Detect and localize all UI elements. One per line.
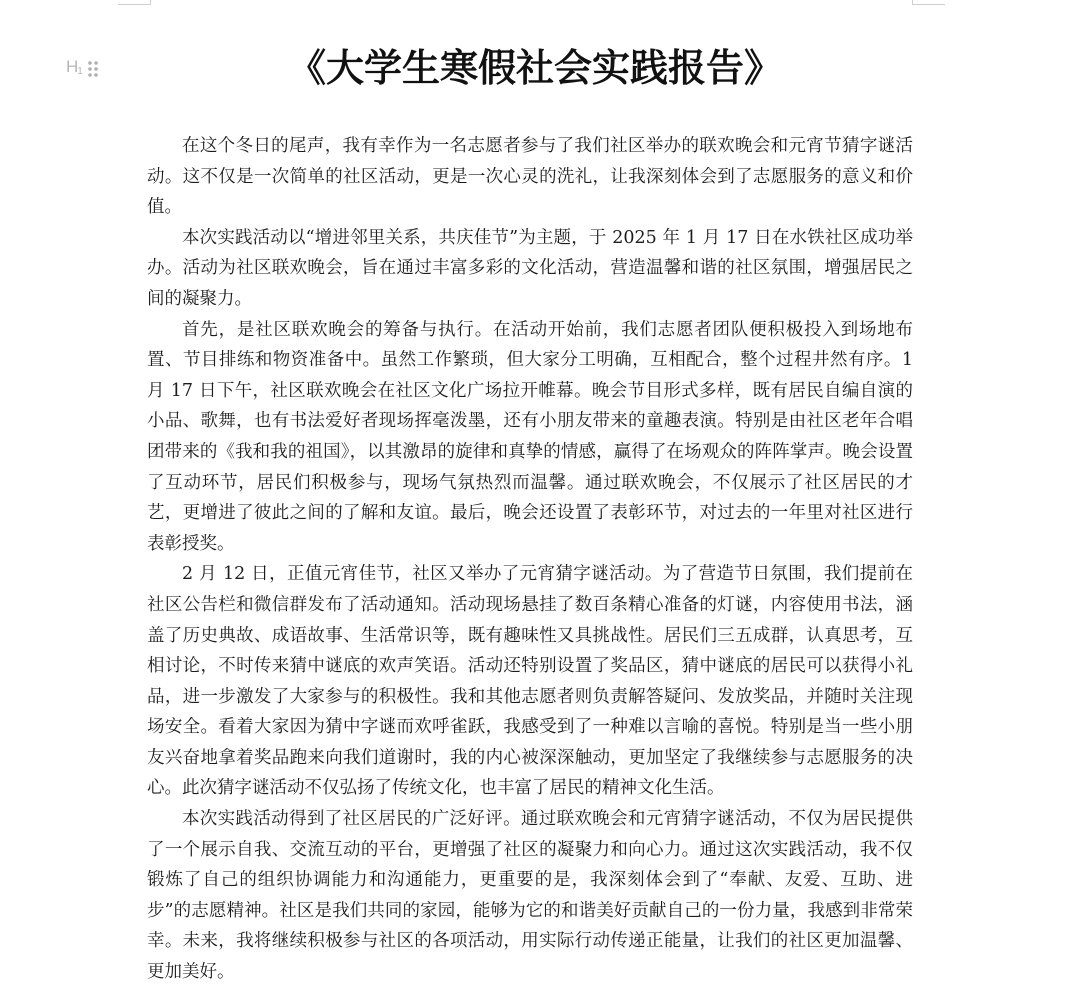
paragraph-conclusion[interactable]: 本次实践活动得到了社区居民的广泛好评。通过联欢晚会和元宵猜字谜活动，不仅为居民提供了一个展示自我、交流互动的平台，更增强了社区的凝聚力和向心力。通过这次实践活动，我不仅锻炼了自己的组织协调能力和沟通能力，更重要的是，我深刻体会到了“奉献、友爱、互助、进步”的志愿精神。社区是我们共同的家园，能够为它的和谐美好贡献自己的一份力量，我感到非常荣幸。未来，我将继续积极参与社区的各项活动，用实际行动传递正能量，让我们的社区更加温馨、更加美好。 (147, 809, 913, 983)
document-body (147, 131, 913, 988)
document-title[interactable]: 《大学生寒假社会实践报告》 (287, 45, 782, 90)
paragraph-intro[interactable]: 在这个冬日的尾声，我有幸作为一名志愿者参与了我们社区举办的联欢晚会和元宵节猜字谜活动。这不仅是一次简单的社区活动，更是一次心灵的洗礼，让我深刻体会到了志愿服务的意义和价值。 (147, 136, 913, 218)
block-toolbar (66, 58, 100, 80)
page-corner-mark-left (118, 0, 151, 5)
paragraph-gala[interactable]: 首先，是社区联欢晚会的筹备与执行。在活动开始前，我们志愿者团队便积极投入到场地布置、节目排练和物资准备中。虽然工作繁琐，但大家分工明确，互相配合，整个过程井然有序。1 月 17 日下午，社区联欢晚会在社区文化广场拉开帷幕。晚会节目形式多样，既有居民自编自演的小品、歌舞，也有书法爱好者现场挥毫泼墨，还有小朋友带来的童趣表演。特别是由社区老年合唱团带来的《我和我的祖国》，以其激昂的旋律和真挚的情感，赢得了在场观众的阵阵掌声。晚会设置了互动环节，居民们积极参与，现场气氛热烈而温馨。通过联欢晚会，不仅展示了社区居民的才艺，更增进了彼此之间的了解和友谊。最后，晚会还设置了表彰环节，对过去的一年里对社区进行表彰授奖。 (147, 319, 913, 554)
page-corner-mark-right (912, 0, 945, 5)
paragraph-theme[interactable]: 本次实践活动以“增进邻里关系，共庆佳节”为主题，于 2025 年 1 月 17 日在水铁社区成功举办。活动为社区联欢晚会，旨在通过丰富多彩的文化活动，营造温馨和谐的社区氛围，增强居民之间的凝聚力。 (147, 227, 913, 309)
paragraph-lantern-riddles[interactable]: 2 月 12 日，正值元宵佳节，社区又举办了元宵猜字谜活动。为了营造节日氛围，我们提前在社区公告栏和微信群发布了活动通知。活动现场悬挂了数百条精心准备的灯谜，内容使用书法，涵盖了历史典故、成语故事、生活常识等，既有趣味性又具挑战性。居民们三五成群，认真思考，互相讨论，不时传来猜中谜底的欢声笑语。活动还特别设置了奖品区，猜中谜底的居民可以获得小礼品，进一步激发了大家参与的积极性。我和其他志愿者则负责解答疑问、发放奖品，并随时关注现场安全。看着大家因为猜中字谜而欢呼雀跃，我感受到了一种难以言喻的喜悦。特别是当一些小朋友兴奋地拿着奖品跑来向我们道谢时，我的内心被深深触动，更加坚定了我继续参与志愿服务的决心。此次猜字谜活动不仅弘扬了传统文化，也丰富了居民的精神文化生活。 (147, 564, 913, 799)
heading-1-icon[interactable]: $H_1$ (66, 56, 82, 77)
drag-handle-icon[interactable] (86, 59, 100, 79)
